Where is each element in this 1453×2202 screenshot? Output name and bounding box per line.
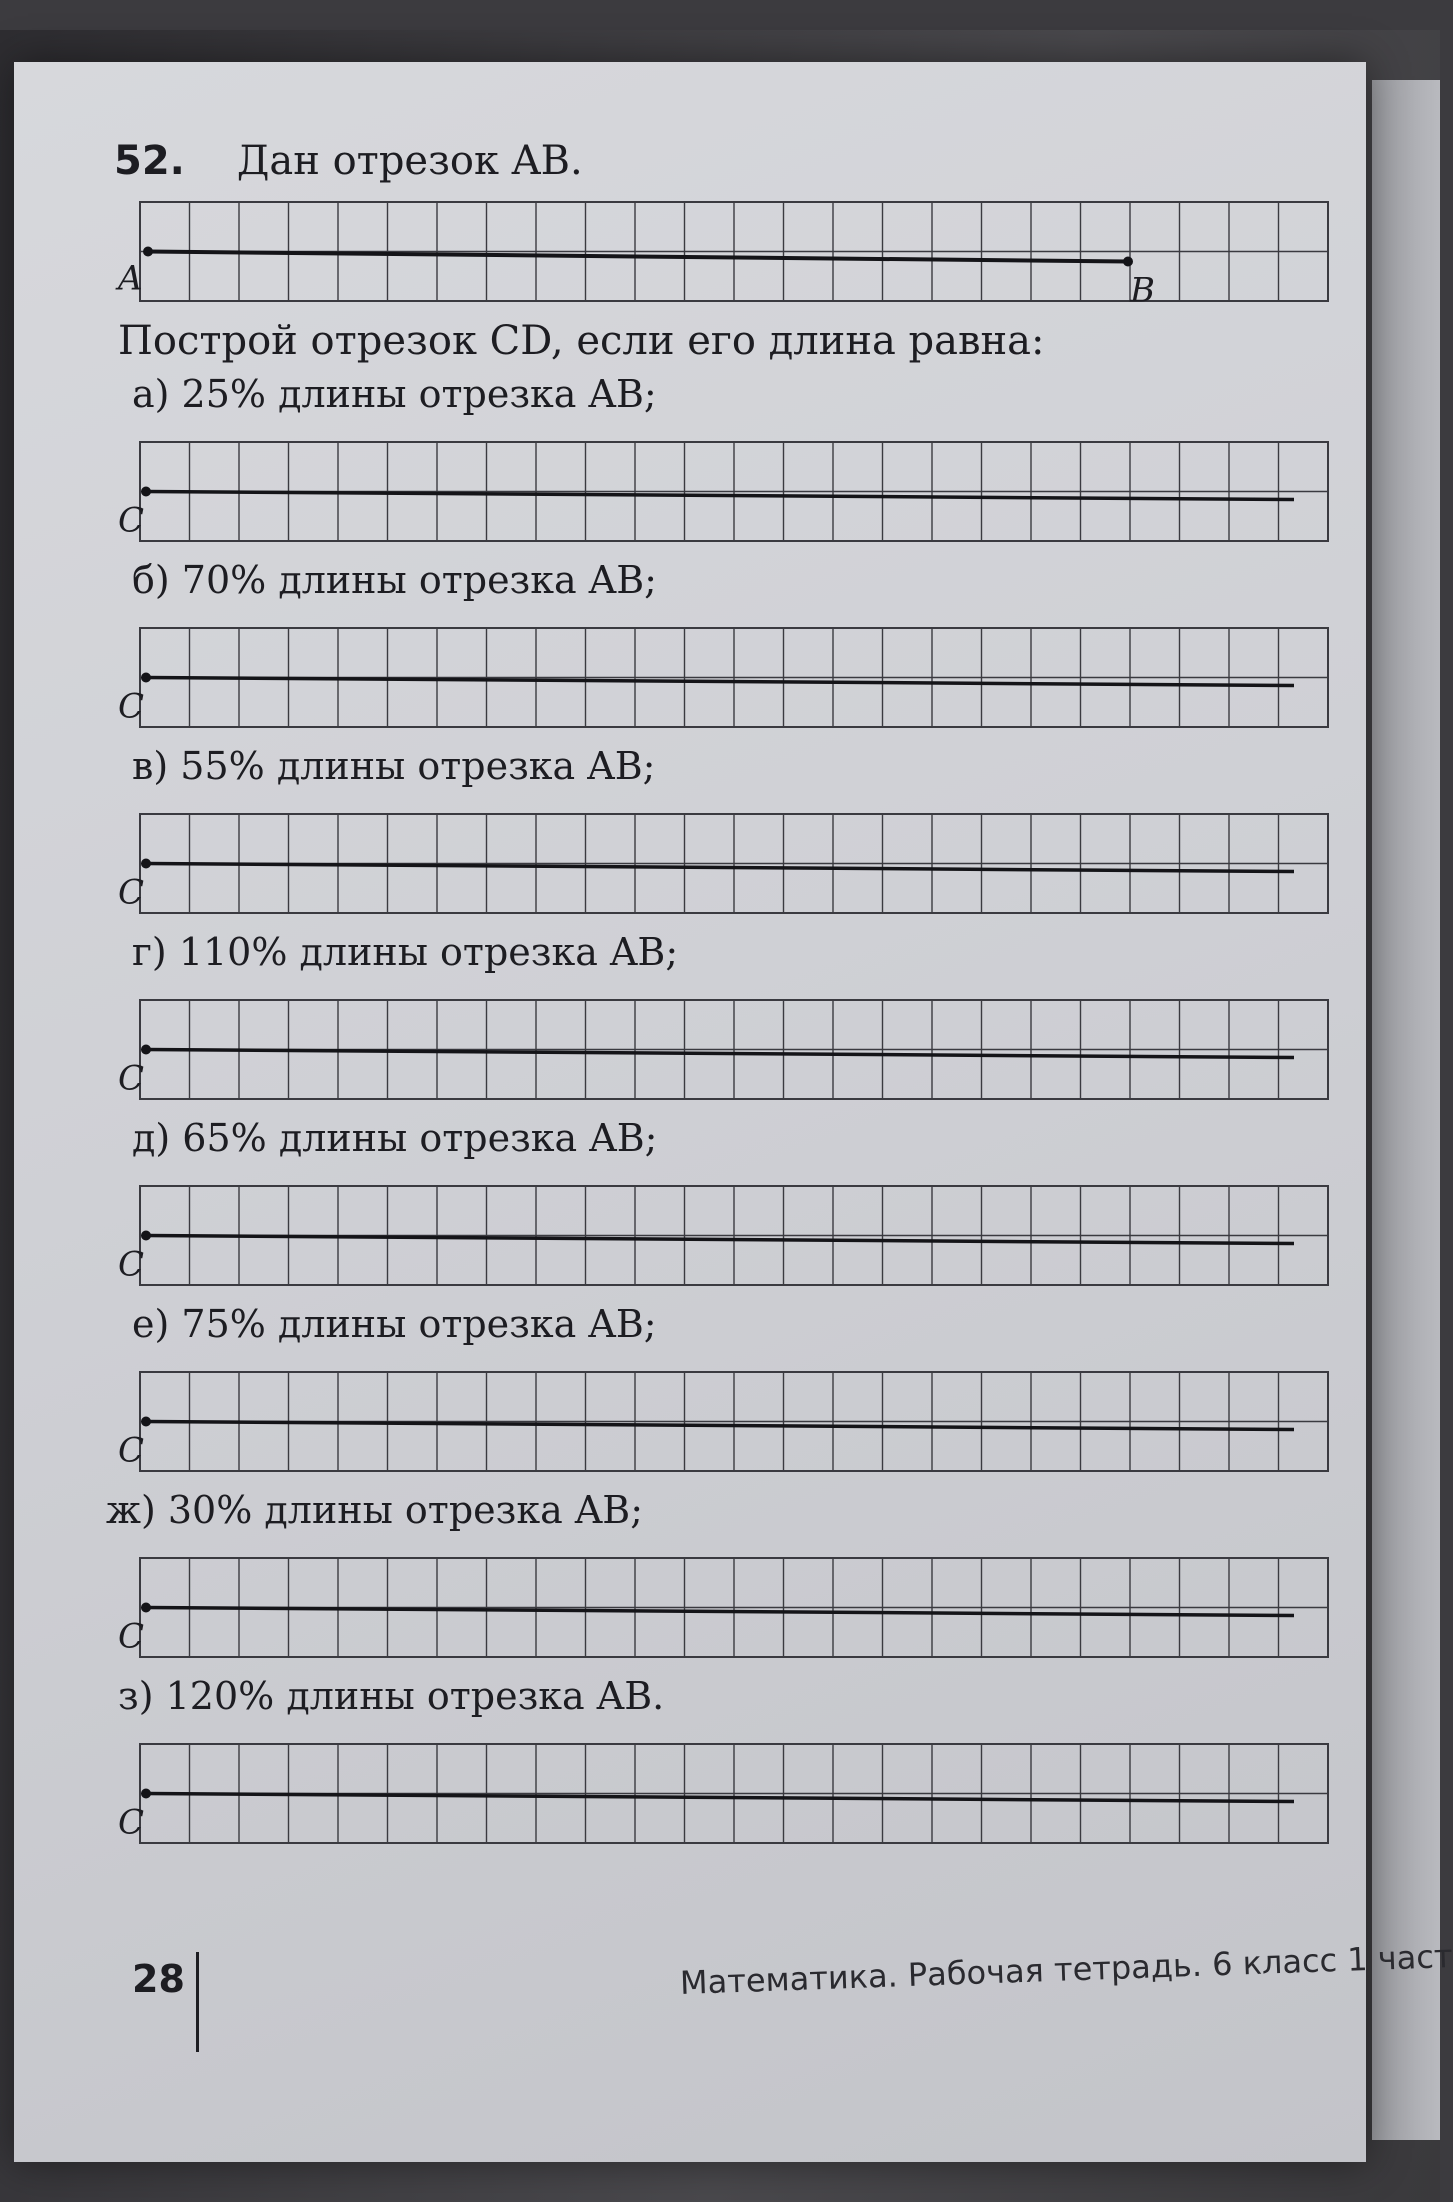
- problem-heading: [114, 138, 583, 184]
- point-c-label-7: C: [118, 1616, 145, 1657]
- page-number-rule: [196, 1952, 199, 2052]
- point-c-dot-2: [141, 673, 151, 683]
- point-c-label-1: C: [118, 500, 145, 541]
- item-label-b: б) 70% длины отрезка AB;: [132, 558, 657, 602]
- point-c-dot-6: [141, 1417, 151, 1427]
- point-c-dot-5: [141, 1231, 151, 1241]
- point-c-dot-7: [141, 1603, 151, 1613]
- item-label-e: е) 75% длины отрезка AB;: [132, 1302, 657, 1346]
- item-label-z: з) 120% длины отрезка AB.: [118, 1674, 665, 1718]
- item-line-5: [146, 1236, 1294, 1244]
- point-a-dot: [143, 247, 153, 257]
- point-c-label-4: C: [118, 1058, 145, 1099]
- workbook-page: [14, 62, 1453, 2162]
- item-line-4: [146, 1050, 1294, 1058]
- point-c-label-2: C: [118, 686, 145, 727]
- item-label-a: а) 25% длины отрезка AB;: [132, 372, 657, 416]
- item-line-7: [146, 1608, 1294, 1616]
- problem-number: 52.: [114, 138, 185, 184]
- point-b-dot: [1123, 257, 1133, 267]
- adjacent-page-edge: [1372, 80, 1440, 2140]
- point-b-label: B: [1130, 270, 1155, 311]
- point-c-label-6: C: [118, 1430, 145, 1471]
- item-label-v: в) 55% длины отрезка AB;: [132, 744, 656, 788]
- point-c-label-3: C: [118, 872, 145, 913]
- point-c-label-8: C: [118, 1802, 145, 1843]
- instruction-text: Построй отрезок CD, если его длина равна:: [118, 318, 1045, 364]
- item-line-3: [146, 864, 1294, 872]
- point-c-label-5: C: [118, 1244, 145, 1285]
- problem-statement: Дан отрезок AB.: [236, 138, 583, 184]
- point-c-dot-3: [141, 859, 151, 869]
- book-title-footer: Математика. Рабочая тетрадь. 6 класс 1 част: [679, 1937, 1453, 2002]
- item-line-1: [146, 492, 1294, 500]
- item-label-zh: ж) 30% длины отрезка AB;: [106, 1488, 644, 1532]
- item-line-6: [146, 1422, 1294, 1430]
- item-line-2: [146, 678, 1294, 686]
- point-c-dot-1: [141, 487, 151, 497]
- item-label-g: г) 110% длины отрезка AB;: [132, 930, 679, 974]
- point-c-dot-4: [141, 1045, 151, 1055]
- item-line-8: [146, 1794, 1294, 1802]
- point-a-label: A: [118, 258, 143, 299]
- page-number: 28: [132, 1957, 185, 2001]
- item-label-d: д) 65% длины отрезка AB;: [132, 1116, 658, 1160]
- point-c-dot-8: [141, 1789, 151, 1799]
